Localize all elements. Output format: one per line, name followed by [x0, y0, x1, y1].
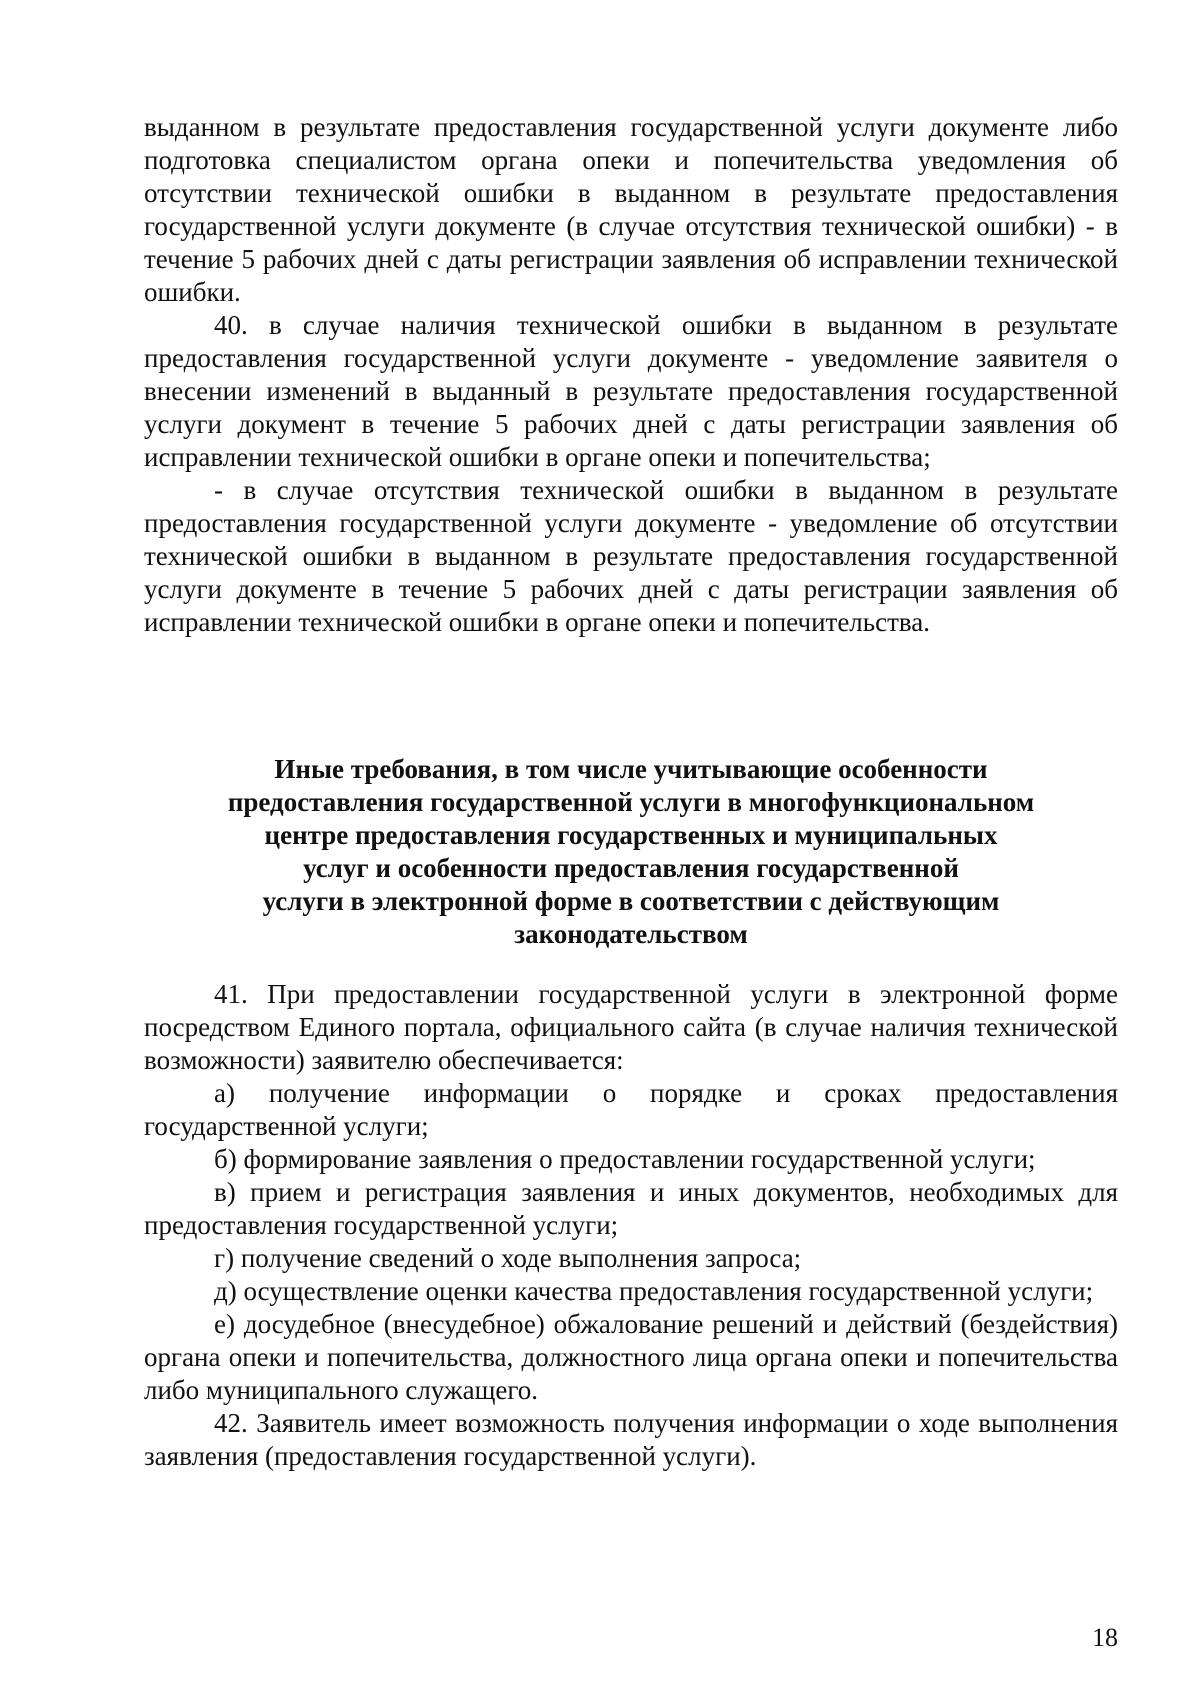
- list-item-e: е) досудебное (внесудебное) обжалование решений и действий (бездействия) органа опеки и попечительства, должностного лица органа опеки и попечительства либо муниципального служащего.: [144, 1309, 1118, 1405]
- heading-line: предоставления государственной услуги в многофункциональном: [227, 787, 1035, 817]
- heading-line: услуги в электронной форме в соответствии с действующим: [262, 886, 1000, 916]
- heading-line: законодательством: [514, 919, 748, 949]
- list-item-v: в) прием и регистрация заявления и иных документов, необходимых для предоставления государственной услуги;: [144, 1177, 1118, 1240]
- page-number: 18: [1092, 1623, 1118, 1652]
- paragraph-continuation: выданном в результате предоставления государственной услуги документе либо подготовка специалистом органа опеки и попечительства уведомления об отсутствии технической ошибки в выданном в результате предоставления государственной услуги документе (в случае отсутствия технической ошибки) - в течение 5 рабочих дней с даты регистрации заявления об исправлении технической ошибки.: [144, 112, 1118, 307]
- list-item-a: а) получение информации о порядке и сроках предоставления государственной услуги;: [144, 1078, 1118, 1141]
- heading-line: услуг и особенности предоставления государственной: [303, 853, 959, 883]
- list-item-d: д) осуществление оценки качества предоставления государственной услуги;: [214, 1276, 1094, 1306]
- paragraph-40: 40. в случае наличия технической ошибки в выданном в результате предоставления государственной услуги документе - уведомление заявителя о внесении изменений в выданный в результате предоставления государственной услуги документ в течение 5 рабочих дней с даты регистрации заявления об исправлении технической ошибки в органе опеки и попечительства;: [144, 310, 1118, 472]
- text-block-bottom: [144, 978, 1118, 1473]
- section-heading: [144, 753, 1118, 951]
- heading-line: центре предоставления государственных и муниципальных: [264, 820, 998, 850]
- paragraph-41: 41. При предоставлении государственной услуги в электронной форме посредством Единого портала, официального сайта (в случае наличия технической возможности) заявителю обеспечивается:: [144, 979, 1118, 1075]
- paragraph-40-second-case: - в случае отсутствия технической ошибки в выданном в результате предоставления государственной услуги документе - уведомление об отсутствии технической ошибки в выданном в результате предоставления государственной услуги документе в течение 5 рабочих дней с даты регистрации заявления об исправлении технической ошибки в органе опеки и попечительства.: [144, 475, 1118, 637]
- list-item-g: г) получение сведений о ходе выполнения запроса;: [214, 1243, 802, 1273]
- heading-line: Иные требования, в том числе учитывающие особенности: [274, 754, 988, 784]
- text-block-top: [144, 111, 1118, 639]
- list-item-b: б) формирование заявления о предоставлении государственной услуги;: [214, 1144, 1036, 1174]
- paragraph-42: 42. Заявитель имеет возможность получения информации о ходе выполнения заявления (предоставления государственной услуги).: [144, 1408, 1118, 1471]
